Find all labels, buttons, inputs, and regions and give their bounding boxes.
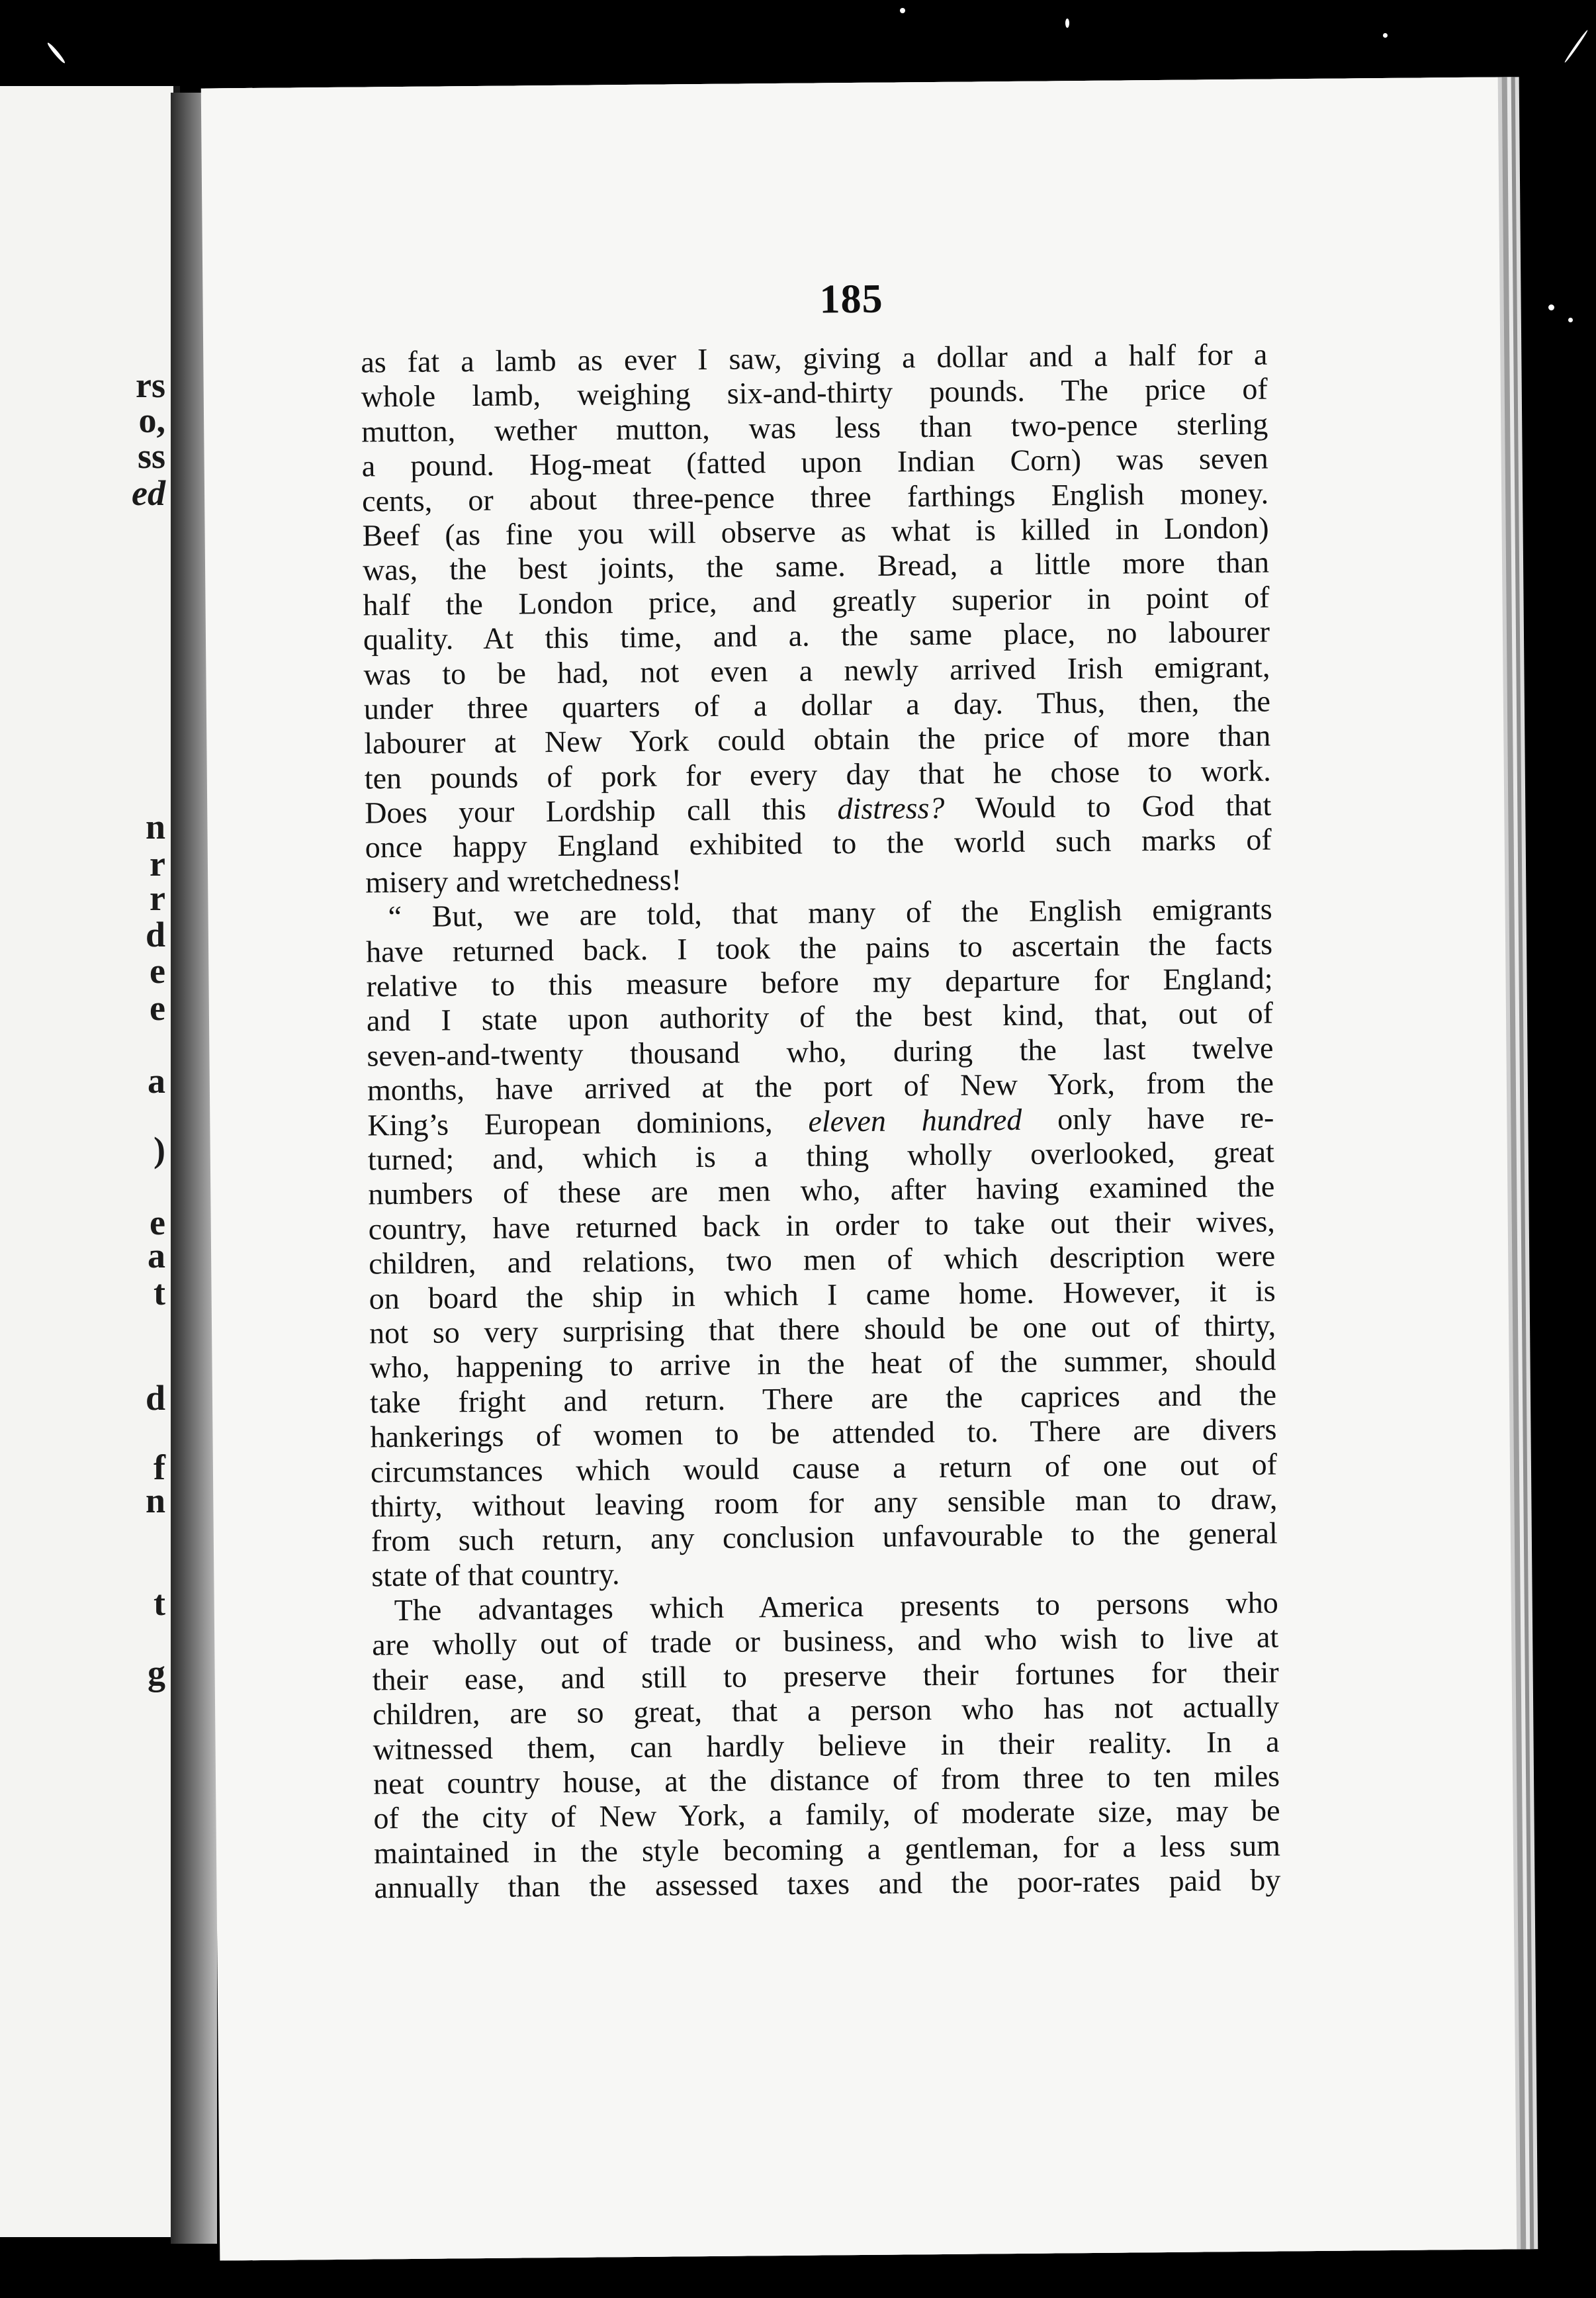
text-line: circumstances which would cause a return of one out of xyxy=(370,1447,1278,1489)
text-line: and I state upon authority of the best kind, that, out of xyxy=(366,995,1274,1038)
scan-dust-speck xyxy=(1383,33,1388,38)
text-line: neat country house, at the distance of from three to ten miles xyxy=(373,1759,1280,1801)
text-line: Beef (as fine you will observe as what is killed in London) xyxy=(362,510,1269,553)
text-line: maintained in the style becoming a gentleman, for a less sum xyxy=(373,1828,1281,1870)
left-page-fragment: d xyxy=(145,1378,165,1418)
left-page-fragment: a xyxy=(148,1061,165,1101)
book-page xyxy=(201,77,1517,2261)
text-line: children, are so great, that a person who has not actually xyxy=(372,1689,1280,1731)
text-line: from such return, any conclusion unfavourable to the general xyxy=(371,1516,1278,1558)
left-page-fragment: e xyxy=(150,988,165,1028)
left-page-fragment: g xyxy=(148,1653,165,1692)
text-line: turned; and, which is a thing wholly overlooked, great xyxy=(367,1134,1275,1177)
text-line: The advantages which America presents to persons who xyxy=(394,1585,1278,1628)
left-page-fragment: r xyxy=(150,844,165,884)
emphasized-text: distress? xyxy=(837,790,945,826)
left-facing-page xyxy=(0,86,180,2237)
scan-dust-speck xyxy=(900,8,905,13)
text-line: was to be had, not even a newly arrived Irish emigrant, xyxy=(363,649,1270,692)
text-line: was, the best joints, the same. Bread, a little more than xyxy=(362,545,1270,587)
page-body-text xyxy=(361,338,1281,1906)
left-page-fragment: n xyxy=(145,807,165,847)
text-line: under three quarters of a dollar a day. Thus, then, the xyxy=(363,684,1271,726)
left-page-fragment: t xyxy=(154,1583,165,1623)
text-line: not so very surprising that there should be one out of thirty, xyxy=(369,1308,1276,1350)
text-line: their ease, and still to preserve their fortunes for their xyxy=(372,1655,1279,1697)
left-page-fragment: n xyxy=(145,1481,165,1520)
text-line: are wholly out of trade or business, and who wish to live at xyxy=(372,1620,1279,1662)
left-page-fragment: ed xyxy=(132,473,165,513)
text-line: children, and relations, two men of which description were xyxy=(368,1238,1276,1281)
left-page-fragment: r xyxy=(150,878,165,918)
text-line: take fright and return. There are the caprices and the xyxy=(369,1377,1277,1420)
text-line: cents, or about three-pence three farthings English money. xyxy=(361,476,1269,518)
text-line: whole lamb, weighing six-and-thirty pounds. The price of xyxy=(361,371,1268,414)
emphasized-text: eleven hundred xyxy=(808,1102,1022,1138)
text-line: Does your Lordship call this distress? Would to God that xyxy=(365,788,1272,830)
text-line: on board the ship in which I came home. However, it is xyxy=(369,1273,1276,1316)
left-page-fragment: a xyxy=(148,1236,165,1275)
text-line: who, happening to arrive in the heat of the summer, should xyxy=(369,1342,1276,1385)
left-page-fragment: e xyxy=(150,1203,165,1242)
scan-dust-speck xyxy=(1568,318,1573,322)
text-line: ten pounds of pork for every day that he chose to work. xyxy=(364,753,1271,796)
text-line: hankerings of women to be attended to. There are divers xyxy=(370,1412,1277,1454)
text-line: mutton, wether mutton, was less than two-pence sterling xyxy=(361,406,1268,449)
left-page-fragment: ss xyxy=(137,436,165,476)
text-line: numbers of these are men who, after having examined the xyxy=(368,1169,1275,1211)
text-line: misery and wretchedness! xyxy=(365,862,682,899)
text-line: country, have returned back in order to take out their wives, xyxy=(368,1204,1275,1246)
text-line: state of that country. xyxy=(371,1556,620,1593)
left-page-fragment: e xyxy=(150,951,165,991)
text-line: half the London price, and greatly superior in point of xyxy=(363,580,1270,622)
left-page-fragment: o, xyxy=(138,400,165,440)
left-page-fragment: d xyxy=(145,915,165,954)
left-page-fragment: t xyxy=(154,1273,165,1312)
text-line: as fat a lamb as ever I saw, giving a dollar and a half for a xyxy=(361,337,1268,379)
text-line: witnessed them, can hardly believe in their reality. In a xyxy=(373,1724,1280,1767)
text-line: months, have arrived at the port of New York, from the xyxy=(367,1065,1274,1107)
text-line: seven-and-twenty thousand who, during the last twelve xyxy=(367,1031,1274,1073)
page-number: 185 xyxy=(819,276,883,322)
text-line: quality. At this time, and a. the same place, no labourer xyxy=(363,614,1270,657)
left-page-fragment: ) xyxy=(154,1130,165,1170)
text-line: King’s European dominions, eleven hundred only have re- xyxy=(367,1100,1274,1142)
scan-dust-speck xyxy=(1548,304,1554,310)
left-page-fragment: f xyxy=(154,1448,165,1487)
text-line: “ But, we are told, that many of the English emigrants xyxy=(388,892,1272,934)
text-line: labourer at New York could obtain the price of more than xyxy=(364,718,1271,760)
left-page-fragment: rs xyxy=(136,365,165,405)
scan-dust-speck xyxy=(1065,19,1069,28)
text-line: a pound. Hog-meat (fatted upon Indian Corn) was seven xyxy=(361,441,1268,483)
text-line: annually than the assessed taxes and the poor-rates paid by xyxy=(374,1862,1281,1905)
scan-dust-speck xyxy=(1564,29,1589,63)
text-line: thirty, without leaving room for any sensible man to draw, xyxy=(371,1481,1278,1524)
scan-dust-speck xyxy=(46,42,66,64)
text-line: have returned back. I took the pains to ascertain the facts xyxy=(365,927,1273,969)
text-line: once happy England exhibited to the world such marks of xyxy=(365,823,1272,864)
text-line: relative to this measure before my departure for England; xyxy=(366,961,1273,1003)
text-line: of the city of New York, a family, of moderate size, may be xyxy=(373,1793,1280,1835)
